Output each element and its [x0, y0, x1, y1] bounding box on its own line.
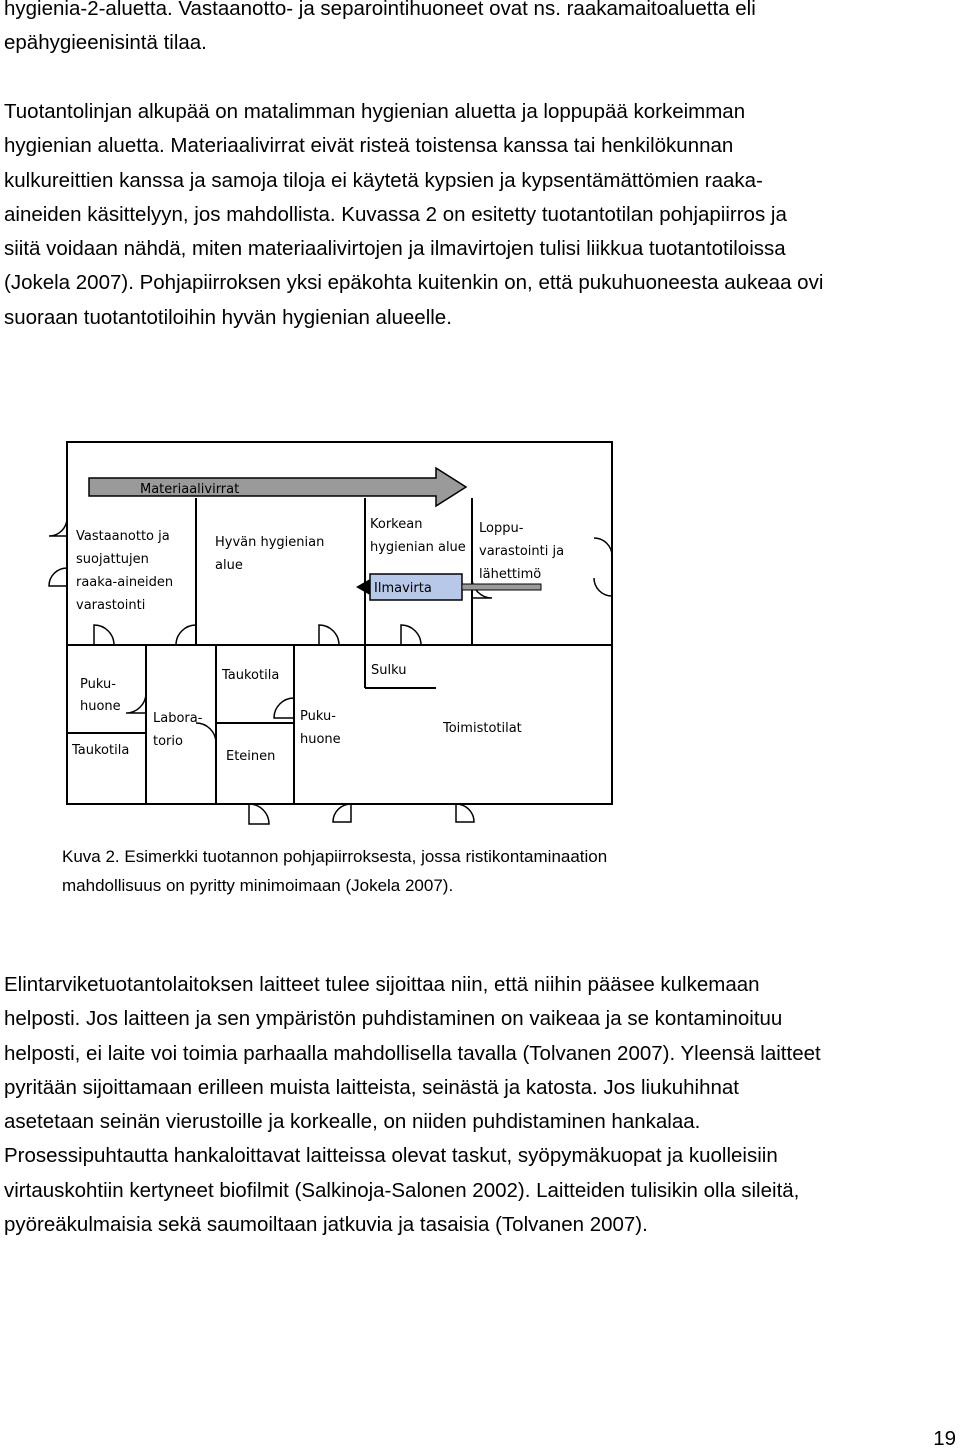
svg-text:huone: huone [80, 699, 121, 714]
floor-plan-figure [36, 438, 616, 828]
arrow-label-air: Ilmavirta [374, 581, 432, 596]
svg-text:suojattujen: suojattujen [76, 552, 149, 567]
room-vastaanotto [76, 529, 173, 613]
room-taukotila-1: Taukotila [72, 743, 130, 758]
svg-text:Puku-: Puku- [300, 709, 336, 724]
text-line: suoraan tuotantotiloihin hyvän hygienian alueelle. [4, 305, 452, 329]
door-swing [456, 804, 474, 822]
door-swing [401, 625, 421, 645]
svg-text:raaka-aineiden: raaka-aineiden [76, 575, 174, 590]
room-laboratorio [153, 711, 203, 749]
room-korkea-hygienia [370, 517, 466, 555]
room-sulku: Sulku [371, 663, 407, 678]
door-swing [49, 518, 67, 536]
svg-text:huone: huone [300, 732, 341, 747]
air-flow-arrow [462, 584, 541, 590]
text-line: (Jokela 2007). Pohjapiirroksen yksi epäkohta kuitenkin on, että pukuhuoneesta aukeaa ovi [4, 271, 824, 295]
room-pukuhuone-1 [80, 677, 121, 714]
door-swing [333, 804, 351, 822]
text-line: hygienia-2-aluetta. Vastaanotto- ja separointihuoneet ovat ns. raakamaitoaluetta eli [4, 0, 756, 20]
text-line: aineiden käsittelyyn, jos mahdollista. Kuvassa 2 on esitetty tuotantotilan pohjapiirros ja [4, 202, 787, 226]
caption-line: Kuva 2. Esimerkki tuotannon pohjapiirroksesta, jossa ristikontaminaation [62, 847, 608, 866]
page-number: 19 [933, 1427, 956, 1450]
svg-text:Puku-: Puku- [80, 677, 116, 692]
svg-text:hygienian alue: hygienian alue [370, 540, 466, 555]
svg-text:Labora-: Labora- [153, 711, 203, 726]
door-swing [49, 568, 67, 586]
svg-text:Korkean: Korkean [370, 517, 423, 532]
door-swing [249, 804, 269, 824]
text-line: helposti, ei laite voi toimia parhaalla mahdollisella tavalla (Tolvanen 2007). Yleensä laitteet [4, 1041, 821, 1065]
paragraph-2 [4, 95, 954, 335]
figure-caption [62, 843, 607, 900]
svg-text:alue: alue [215, 558, 243, 573]
text-line: asetetaan seinän vierustoille ja korkealle, on niiden puhdistaminen hankalaa. [4, 1110, 701, 1134]
room-taukotila-2: Taukotila [222, 668, 280, 683]
text-line: helposti. Jos laitteen ja sen ympäristön puhdistaminen on vaikeaa ja se kontaminoituu [4, 1007, 783, 1031]
svg-text:Loppu-: Loppu- [479, 521, 524, 536]
text-line: virtauskohtiin kertyneet biofilmit (Salkinoja-Salonen 2002). Laitteiden tulisikin olla sileitä, [4, 1178, 800, 1202]
caption-line: mahdollisuus on pyritty minimoimaan (Jokela 2007). [62, 875, 454, 895]
paragraph-1 [4, 0, 954, 61]
text-line: Prosessipuhtautta hankaloittavat laitteissa olevat taskut, syöpymäkuopat ja kuolleisiin [4, 1144, 778, 1168]
text-line: kulkureittien kanssa ja samoja tiloja ei käytetä kypsien ja kypsentämättömien raaka- [4, 168, 763, 192]
air-flow-arrowhead [356, 579, 370, 595]
door-swing [196, 723, 216, 743]
svg-text:Vastaanotto ja: Vastaanotto ja [76, 529, 170, 544]
text-line: siitä voidaan nähdä, miten materiaalivirtojen ja ilmavirtojen tulisi liikkua tuotantotiloissa [4, 237, 786, 261]
room-toimistotilat: Toimistotilat [443, 721, 522, 736]
svg-text:Hyvän hygienian: Hyvän hygienian [215, 535, 325, 550]
room-pukuhuone-2 [300, 709, 341, 747]
text-line: hygienian aluetta. Materiaalivirrat eivät risteä toistensa kanssa tai henkilökunnan [4, 134, 734, 158]
svg-text:torio: torio [153, 734, 183, 749]
door-swing [594, 578, 612, 596]
text-line: pyöreäkulmaisia sekä saumoiltaan jatkuvia ja tasaisia (Tolvanen 2007). [4, 1213, 648, 1237]
room-hyva-hygienia [215, 535, 324, 573]
svg-text:varastointi ja: varastointi ja [479, 544, 565, 559]
svg-text:lähettimö: lähettimö [479, 567, 542, 582]
door-swing [176, 625, 196, 645]
room-loppuvarastointi [479, 521, 564, 582]
paragraph-3 [4, 968, 954, 1242]
arrow-label-material: Materiaalivirrat [140, 482, 240, 497]
text-line: Tuotantolinjan alkupää on matalimman hygienian aluetta ja loppupää korkeimman [4, 100, 746, 123]
door-swing [126, 693, 146, 713]
door-swing [594, 538, 612, 556]
door-swing [274, 698, 294, 718]
door-swing [319, 625, 339, 645]
text-line: Elintarviketuotantolaitoksen laitteet tulee sijoittaa niin, että niihin pääsee kulkemaan [4, 973, 760, 996]
svg-text:varastointi: varastointi [76, 598, 146, 613]
door-swing [94, 625, 114, 645]
text-line: pyritään sijoittamaan erilleen muista laitteista, seinästä ja katosta. Jos liukuhihnat [4, 1075, 739, 1099]
text-line: epähygieenisintä tilaa. [4, 31, 207, 55]
room-eteinen: Eteinen [226, 749, 276, 764]
